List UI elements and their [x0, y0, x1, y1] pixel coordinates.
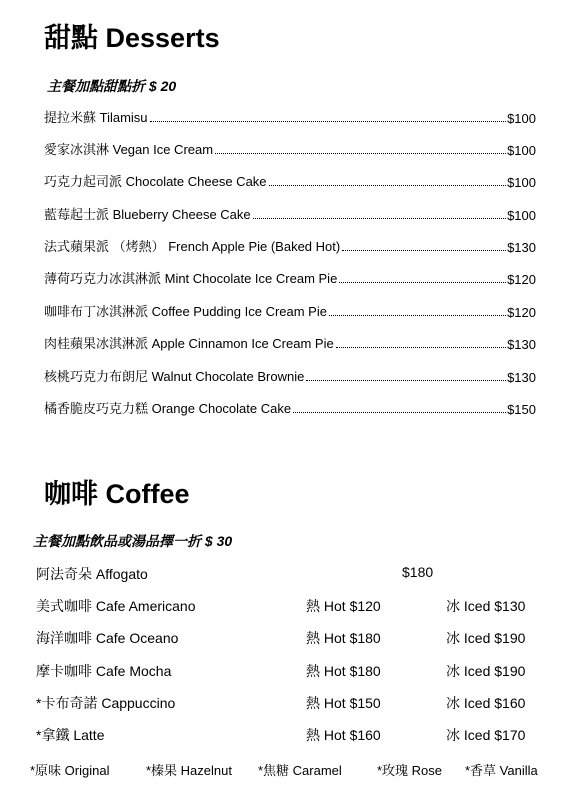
item-price: $120 — [507, 272, 536, 287]
flavor-hazelnut: *榛果 Hazelnut — [146, 763, 232, 778]
item-name: 海洋咖啡 Cafe Oceano — [36, 630, 179, 646]
table-row — [36, 596, 546, 616]
leader-dots — [329, 315, 506, 316]
table-row — [36, 564, 546, 584]
leader-dots — [342, 250, 506, 251]
iced-price: 冰 Iced $190 — [446, 630, 526, 646]
item-name: 咖啡布丁冰淇淋派 Coffee Pudding Ice Cream Pie — [44, 304, 327, 319]
list-item — [44, 203, 536, 223]
table-row — [36, 628, 546, 648]
list-item — [44, 332, 536, 352]
item-name: 愛家冰淇淋 Vegan Ice Cream — [44, 142, 214, 157]
list-item — [44, 267, 536, 287]
coffee-title: 咖啡 Coffee — [44, 479, 190, 509]
item-price: $130 — [507, 337, 536, 352]
hot-price: 熱 Hot $150 — [306, 695, 381, 711]
item-name: 美式咖啡 Cafe Americano — [36, 598, 196, 614]
list-item — [44, 397, 536, 417]
coffee-subtitle: 主餐加點飲品或湯品擇一折 $ 30 — [33, 533, 233, 549]
item-price: $100 — [507, 175, 536, 190]
item-name: 橘香脆皮巧克力糕 Orange Chocolate Cake — [44, 401, 292, 416]
desserts-subtitle: 主餐加點甜點折 $ 20 — [47, 78, 177, 94]
table-row — [36, 661, 546, 681]
item-name: 藍莓起士派 Blueberry Cheese Cake — [44, 207, 251, 222]
flavor-rose: *玫瑰 Rose — [377, 763, 443, 778]
leader-dots — [150, 121, 507, 122]
list-item — [44, 365, 536, 385]
flavor-vanilla: *香草 Vanilla — [465, 763, 538, 778]
item-name: 提拉米蘇 Tilamisu — [44, 110, 148, 125]
hot-price: 熱 Hot $120 — [306, 598, 381, 614]
leader-dots — [339, 282, 506, 283]
hot-price: 熱 Hot $180 — [306, 630, 381, 646]
item-price: $100 — [507, 143, 536, 158]
item-price: $120 — [507, 305, 536, 320]
leader-dots — [293, 412, 506, 413]
item-name: 核桃巧克力布朗尼 Walnut Chocolate Brownie — [44, 369, 305, 384]
item-price: $180 — [402, 564, 434, 580]
item-name: 薄荷巧克力冰淇淋派 Mint Chocolate Ice Cream Pie — [44, 271, 338, 286]
hot-price: 熱 Hot $180 — [306, 663, 381, 679]
leader-dots — [306, 380, 506, 381]
list-item — [44, 106, 536, 126]
flavor-caramel: *焦糖 Caramel — [258, 763, 342, 778]
item-name: 摩卡咖啡 Cafe Mocha — [36, 663, 172, 679]
leader-dots — [215, 153, 506, 154]
item-price: $150 — [507, 402, 536, 417]
item-name: *卡布奇諾 Cappuccino — [36, 695, 176, 711]
item-price: $100 — [507, 208, 536, 223]
iced-price: 冰 Iced $160 — [446, 695, 526, 711]
leader-dots — [269, 185, 507, 186]
item-name: 肉桂蘋果冰淇淋派 Apple Cinnamon Ice Cream Pie — [44, 336, 334, 351]
leader-dots — [253, 218, 506, 219]
desserts-title: 甜點 Desserts — [44, 23, 220, 53]
item-price: $100 — [507, 111, 536, 126]
item-price: $130 — [507, 240, 536, 255]
hot-price: 熱 Hot $160 — [306, 727, 381, 743]
iced-price: 冰 Iced $170 — [446, 727, 526, 743]
table-row — [36, 693, 546, 713]
iced-price: 冰 Iced $130 — [446, 598, 526, 614]
iced-price: 冰 Iced $190 — [446, 663, 526, 679]
table-row — [36, 725, 546, 745]
list-item — [44, 235, 536, 255]
item-name: *拿鐵 Latte — [36, 727, 105, 743]
item-name: 巧克力起司派 Chocolate Cheese Cake — [44, 174, 267, 189]
list-item — [44, 138, 536, 158]
item-price: $130 — [507, 370, 536, 385]
list-item — [44, 170, 536, 190]
item-name: 法式蘋果派 （烤熱） French Apple Pie (Baked Hot) — [44, 239, 341, 254]
list-item — [44, 300, 536, 320]
item-name: 阿法奇朵 Affogato — [36, 566, 148, 582]
flavor-original: *原味 Original — [30, 763, 110, 778]
leader-dots — [336, 347, 506, 348]
